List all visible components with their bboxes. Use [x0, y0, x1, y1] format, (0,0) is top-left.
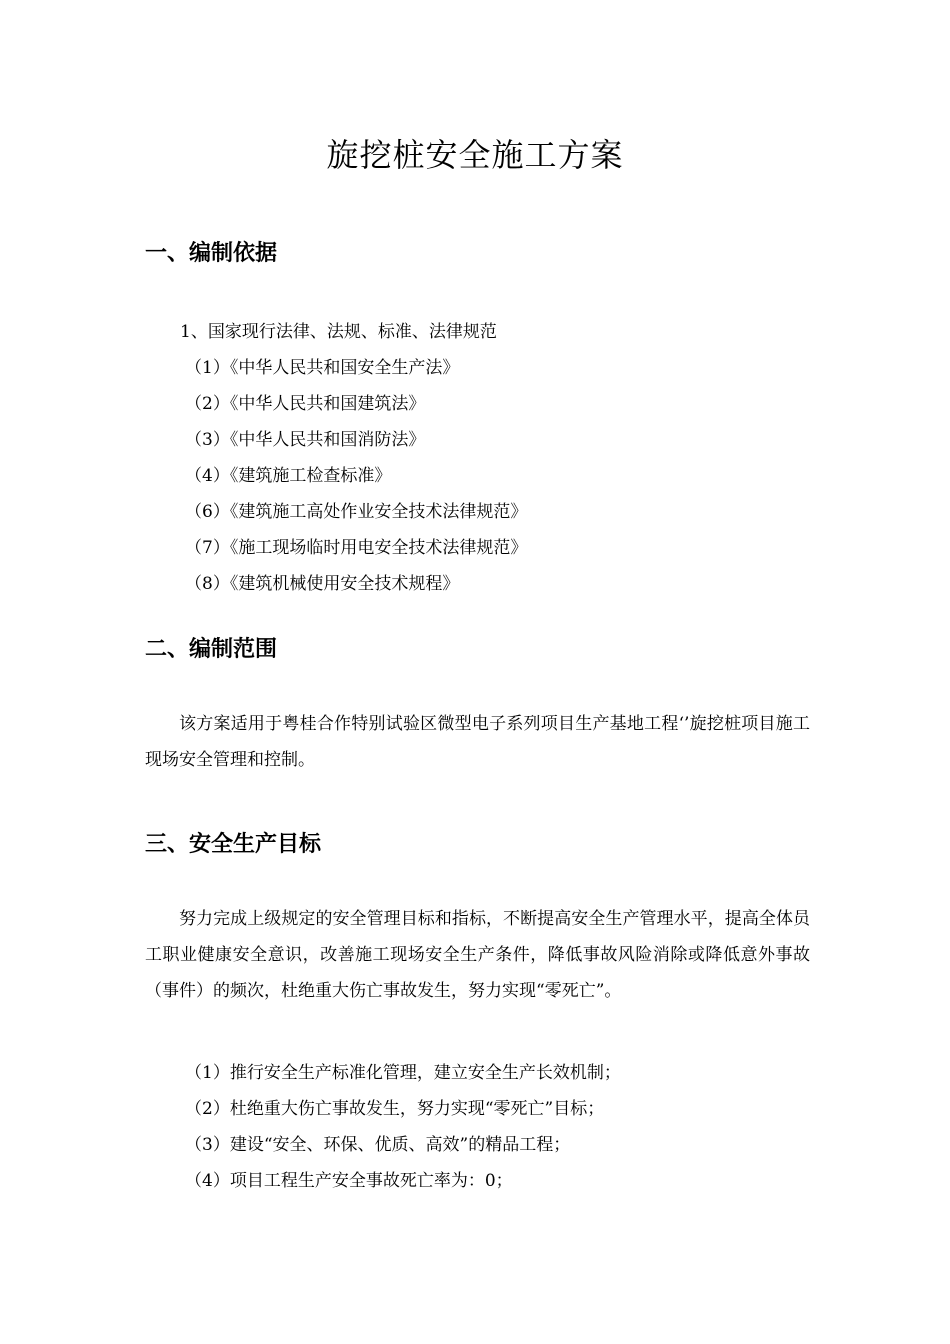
section-heading-basis: 一、编制依据 — [145, 241, 278, 266]
goals-item: （1）推行安全生产标准化管理，建立安全生产长效机制； — [185, 1063, 621, 1083]
basis-item: （4）《建筑施工检查标准》 — [185, 466, 392, 486]
document-title: 旋挖桩安全施工方案 — [326, 136, 624, 174]
goals-item: （3）建设“安全、环保、优质、高效”的精品工程； — [185, 1135, 571, 1155]
goals-item: （4）项目工程生产安全事故死亡率为：0； — [185, 1171, 513, 1191]
basis-item: （6）《建筑施工高处作业安全技术法律规范》 — [185, 502, 528, 522]
basis-intro: 1、国家现行法律、法规、标准、法律规范 — [180, 322, 497, 342]
basis-item: （3）《中华人民共和国消防法》 — [185, 430, 426, 450]
section-heading-scope: 二、编制范围 — [145, 637, 278, 662]
basis-item: （7）《施工现场临时用电安全技术法律规范》 — [185, 538, 528, 558]
basis-item: （1）《中华人民共和国安全生产法》 — [185, 358, 460, 378]
section-heading-goals: 三、安全生产目标 — [145, 832, 322, 857]
goals-item: （2）杜绝重大伤亡事故发生，努力实现“零死亡”目标； — [185, 1099, 605, 1119]
basis-item: （2）《中华人民共和国建筑法》 — [185, 394, 426, 414]
scope-paragraph: 该方案适用于粤桂合作特别试验区微型电子系列项目生产基地工程‘’旋挖桩项目施工现场安全管理和控制。 — [145, 714, 810, 770]
goals-paragraph: 努力完成上级规定的安全管理目标和指标，不断提高安全生产管理水平，提高全体员工职业健康安全意识，改善施工现场安全生产条件，降低事故风险消除或降低意外事故（事件）的频次，杜绝重大伤亡事故发生，努力实现“零死亡”。 — [145, 909, 810, 1001]
basis-item: （8）《建筑机械使用安全技术规程》 — [185, 574, 460, 594]
